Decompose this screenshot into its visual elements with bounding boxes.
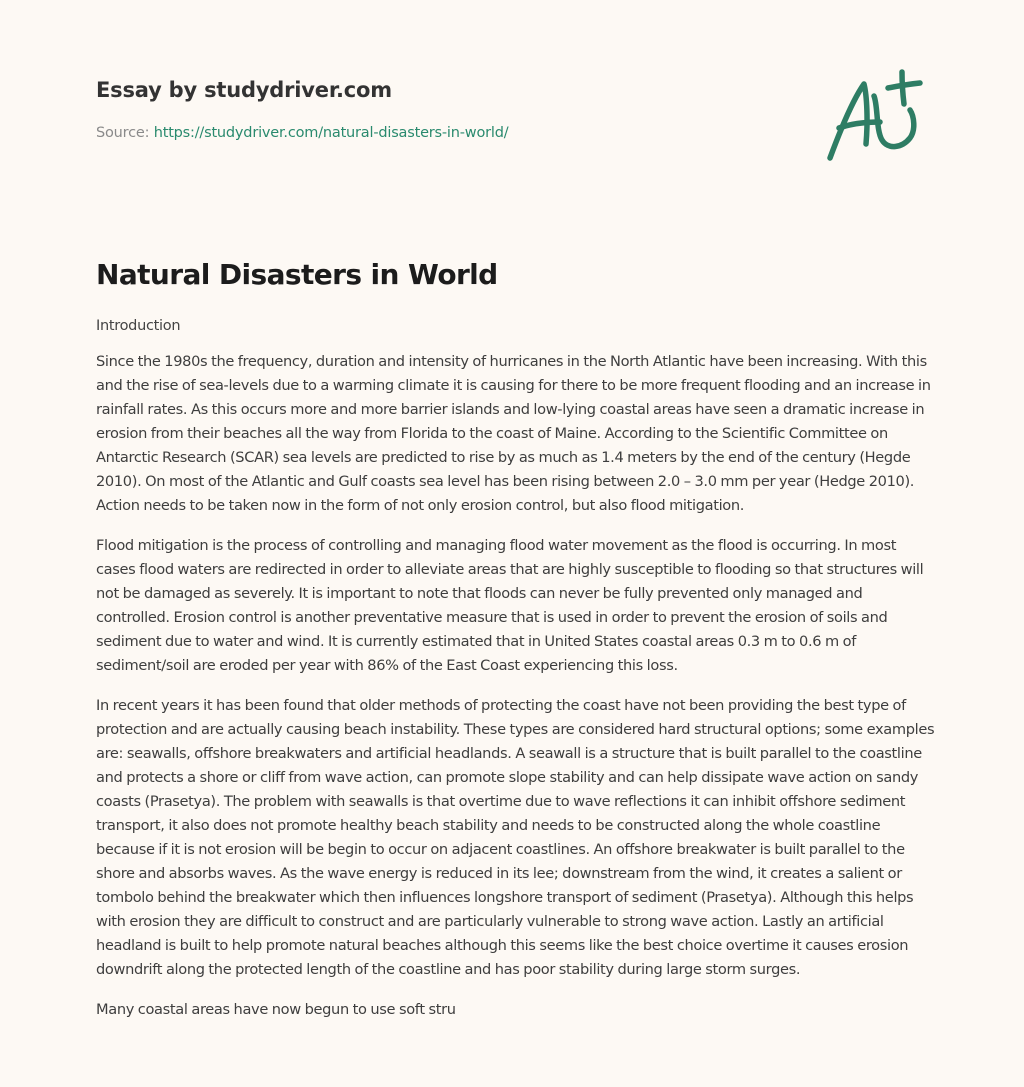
essay-header [96, 76, 936, 143]
paragraph: In recent years it has been found that older methods of protecting the coast have not been providing the best type of protection and are actually causing beach instability. These types are considered hard structural options; some examples are: seawalls, offshore breakwaters and artificial headlands. A seawall is a structure that is built parallel to the coastline and protects a shore or cliff from wave action, can promote slope stability and can help dissipate wave action on sandy coasts (Prasetya). The problem with seawalls is that overtime due to wave reflections it can inhibit offshore sediment transport, it also does not promote healthy beach stability and needs to be constructed along the whole coastline because if it is not erosion will be begin to occur on adjacent coastlines. An offshore breakwater is built parallel to the shore and absorbs waves. As the wave energy is reduced in its lee; downstream from the wind, it creates a salient or tombolo behind the breakwater which then influences longshore transport of sediment (Prasetya). Although this helps with erosion they are difficult to construct and are particularly vulnerable to strong wave action. Lastly an artificial headland is built to help promote natural beaches although this seems like the best choice overtime it causes erosion downdrift along the protected length of the coastline and has poor stability during large storm surges. [96, 697, 935, 978]
paragraph-truncated: Many coastal areas have now begun to use soft stru [96, 1001, 456, 1018]
brand-title: Essay by studydriver.com [96, 78, 392, 102]
page-title: Natural Disasters in World [96, 258, 498, 291]
source-line [96, 123, 936, 143]
section-heading-introduction: Introduction [96, 318, 181, 334]
source-link[interactable]: https://studydriver.com/natural-disasters-in-world/ [153, 125, 509, 141]
paragraph: Since the 1980s the frequency, duration and intensity of hurricanes in the North Atlantic have been increasing. With this and the rise of sea-levels due to a warming climate it is causing for there to be more frequent flooding and an increase in rainfall rates. As this occurs more and more barrier islands and low-lying coastal areas have seen a dramatic increase in erosion from their beaches all the way from Florida to the coast of Maine. According to the Scientific Committee on Antarctic Research (SCAR) sea levels are predicted to rise by as much as 1.4 meters by the end of the century (Hegde 2010). On most of the Atlantic and Gulf coasts sea level has been rising between 2.0 – 3.0 mm per year (Hedge 2010). Action needs to be taken now in the form of not only erosion control, but also flood mitigation. [96, 353, 931, 514]
a-plus-grade-icon [822, 66, 932, 166]
paragraph: Flood mitigation is the process of controlling and managing flood water movement as the flood is occurring. In most cases flood waters are redirected in order to alleviate areas that are highly susceptible to flooding so that structures will not be damaged as severely. It is important to note that floods can never be fully prevented only managed and controlled. Erosion control is another preventative measure that is used in order to prevent the erosion of soils and sediment due to water and wind. It is currently estimated that in United States coastal areas 0.3 m to 0.6 m of sediment/soil are eroded per year with 86% of the East Coast experiencing this loss. [96, 537, 924, 674]
source-label: Source: [96, 125, 150, 141]
essay-article [96, 256, 936, 1022]
